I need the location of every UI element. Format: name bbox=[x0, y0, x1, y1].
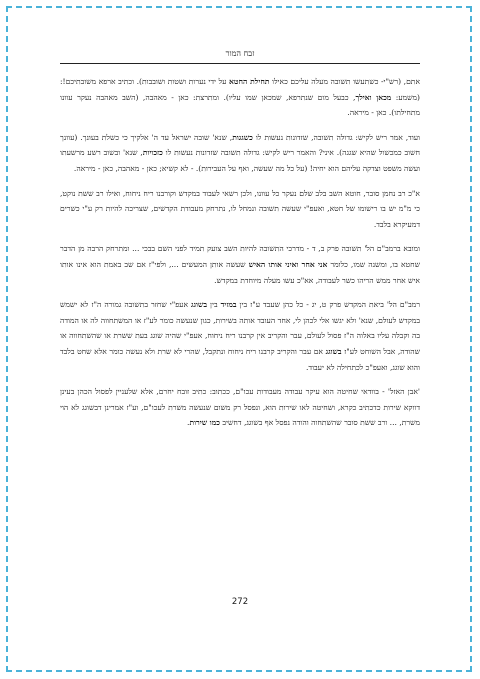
body-text bbox=[60, 74, 420, 440]
paragraph bbox=[60, 130, 420, 177]
paragraph bbox=[60, 74, 420, 121]
text-segment: ומובא ברמב"ם הל' תשובה פרק ב, ד - מדרכי התשובה להיות השב צועק תמיד לפני השם בבכי ... ומתרחק הרבה מן הדבר שחטא בו, ומשנה שמו, כלומר bbox=[60, 244, 420, 269]
bold-text: תחילת החטא bbox=[229, 77, 270, 86]
text-segment: אתם, (רש"י- כשתעשו תשובה מעלה עליכם כאילו bbox=[269, 77, 420, 86]
bold-text: במזיד bbox=[220, 300, 237, 310]
text-segment: רמב"ם הל' ביאת המקדש פרק ט, יג - כל כהן שעבד ע"ז בין bbox=[236, 300, 420, 310]
bold-text: בשוגג bbox=[325, 346, 342, 356]
bold-text: כזכויות bbox=[142, 148, 163, 158]
paragraph bbox=[60, 297, 420, 375]
page-number: 272 bbox=[231, 597, 249, 607]
text-segment: בין bbox=[207, 300, 221, 310]
running-header bbox=[60, 48, 420, 60]
bold-text: בשוגג bbox=[191, 300, 208, 310]
header-title: זבח המור bbox=[225, 49, 255, 58]
text-segment: ועוד, אמר ריש לקיש: גדולה תשובה, שזדונות נעשות לו bbox=[252, 132, 420, 142]
text-segment: א"כ רב נחמן סובר, חוטא השב בלב שלם נעקר כל עוונו, ולכן רשאי לעבוד במקדש וקורבנו ריח ניחוח, ואילו רב ששת נוקט, כי מ"מ יש בו רישומו של חטא, ואעפ"י שעשה תשובה ונמחל לו, נתרחק מעבודת הקדשים, שצריכה להיות רק ע"י כשרים דמעיקרא בלבד. bbox=[60, 188, 420, 229]
bold-text: מכאן ואילך bbox=[355, 92, 392, 102]
header-rule bbox=[60, 63, 420, 64]
text-segment: , כבעל מום שנתרפא, שמכאן שמו עליו). ומתרצת: כאן - מאהבה, (השב מאהבה נעקר עוונו מתחילתו). כאן - מיראה. bbox=[60, 92, 420, 118]
text-segment: . bbox=[187, 418, 190, 428]
text-segment: , שנא' שובה ישראל עד ה' אלקיך כי כשלת בעונך. (עוונך חשוב כמכשול שהיא שגגה). איני? והאמר ריש לקיש: גדולה תשובה שזדונות נעשות לו bbox=[60, 132, 420, 158]
text-segment: על ידי נערות ושטות ושובבות). וכתיב ארפא משובתיכם!: (משמע: bbox=[60, 77, 420, 102]
bold-text: כמו שירות bbox=[189, 418, 220, 428]
bold-text: אני אחר ואיני אותו האיש bbox=[248, 259, 328, 269]
text-segment: 'אבן האזל' - בוודאי שחיטה הוא עיקר עבודה מעבודות עכו"ם, ככתוב: כתיב זובח יחרם, אלא שלעניין לפסול הכהן בעינן דווקא שירות כדכתיב כקרא, ושחיטה לאו שירות הוא, ונפסל רק משום שנעשה משרת לעכו"ם, וע"ז אמרינן דבשוגג לא הוי משרת, ... ורב ששת סובר שהשתחוה והודה נפסל אף בשוגג, דחשיב bbox=[60, 387, 420, 428]
text-segment: שעשה אותן המעשים ..., ולפי"ז אם שב באמת הוא אינו אותו איש אחר ממש הריהו כשר לעבודה, אא"כ עשו מעלה מיוחדת במקדש. bbox=[60, 259, 420, 285]
text-segment: , שנא' ובשוב רשע מרשעתו ועשה משפט וצדקה עליהם הוא יחיה! (על כל מה שעשה, ואף על העבירות). - לא קשיא; כאן - מאהבה, כאן - מיראה. bbox=[60, 148, 420, 173]
text-segment: אעפ"י שחזר בתשובה גמורה ה"ז לא ישמש במקדש לעולם, שנא' ולא יגשו אלי לכהן לי, אחד העובד אותה בשירות, כגון שנעשה כומר לע"ז או המשתחווה לה או המודה בה וקבלה עליו באלוה ה"ז פסול לעולם, עבר והקריב אין קרבנו ריח ניחוח, אעפ"י שהיה שוגג בעת ששרת או שהשתחווה או שהודה, אבל השוחט לע"ז bbox=[60, 300, 420, 356]
paragraph bbox=[60, 241, 420, 288]
paragraph bbox=[60, 384, 420, 431]
paragraph bbox=[60, 186, 420, 233]
bold-text: כשגגות bbox=[232, 132, 253, 142]
text-segment: אם עבר והקריב קרבנו ריח ניחוח ונתקבל, שהרי לא שרת ולא נעשה כומר אלא שחט בלבד והוא שוגג, ואעפ"כ לכתחילה לא יעבוד. bbox=[60, 346, 420, 372]
